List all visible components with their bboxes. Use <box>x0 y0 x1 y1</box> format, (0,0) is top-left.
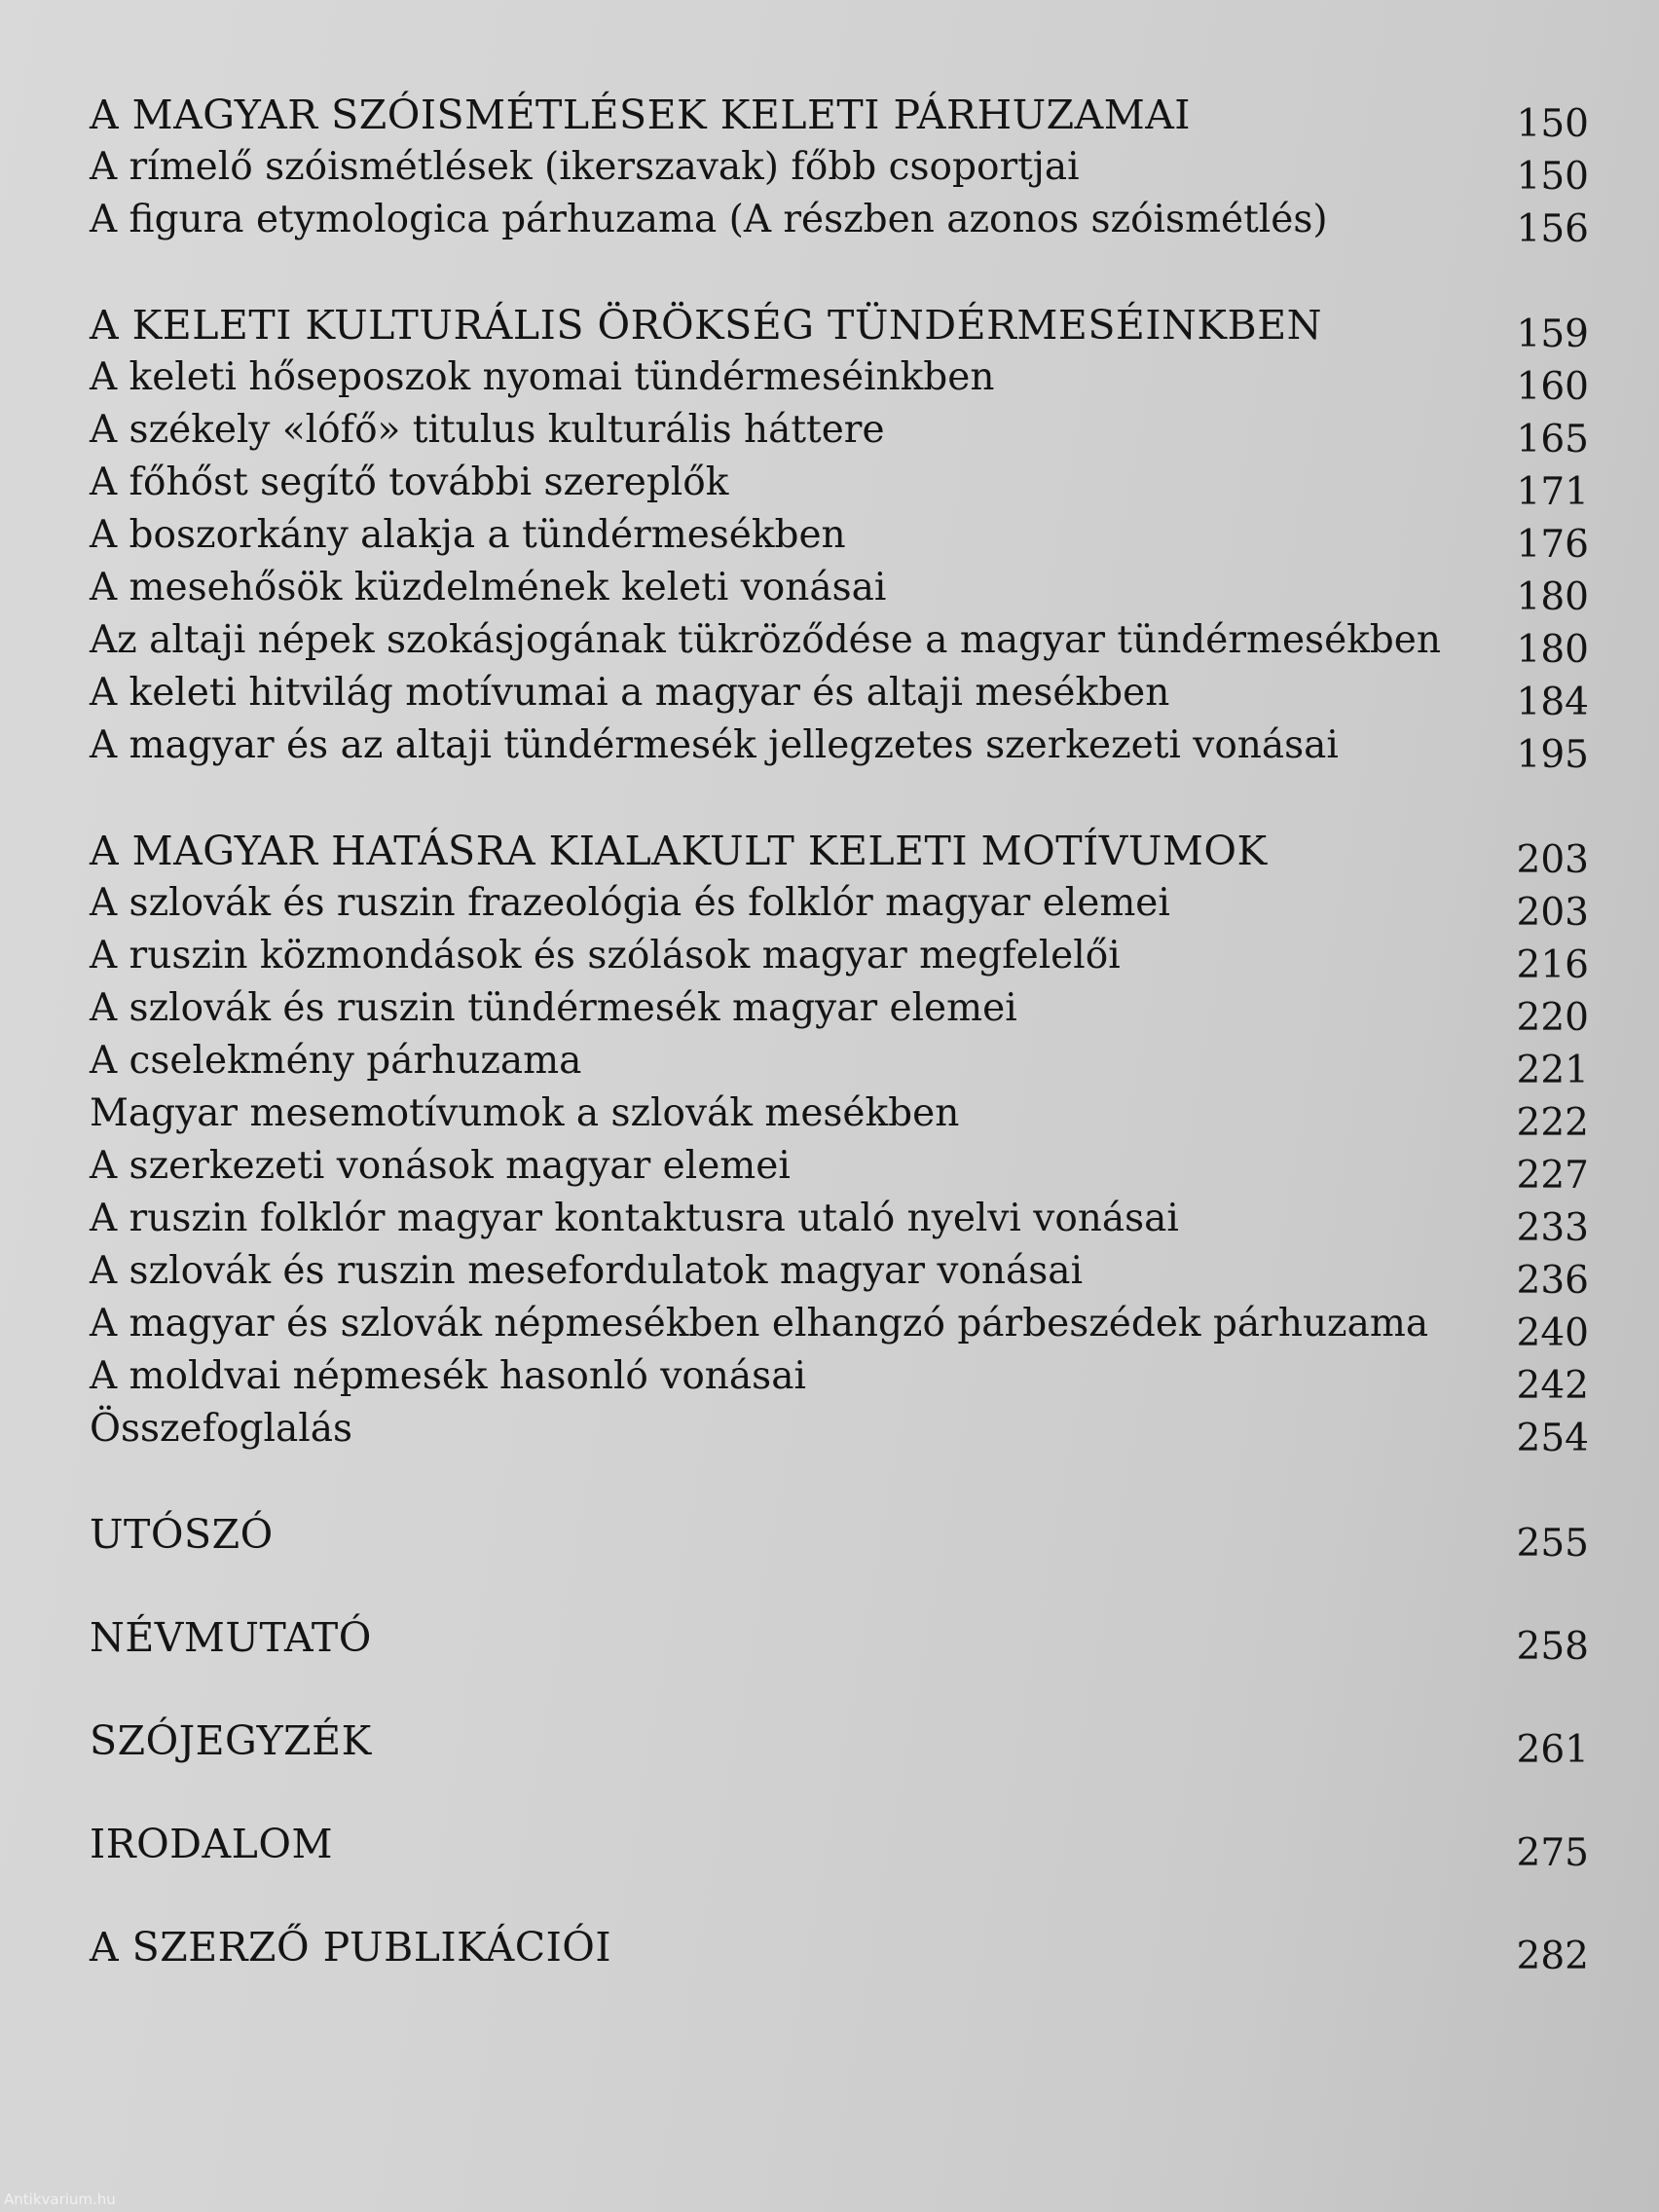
page-number: 261 <box>1516 1728 1589 1772</box>
table-of-contents <box>90 93 1589 2029</box>
page-number: 184 <box>1516 681 1589 724</box>
entry-title: A cselekmény párhuzama <box>90 1039 582 1083</box>
page-number: 180 <box>1516 628 1589 672</box>
toc-entry <box>90 1092 1589 1145</box>
toc-entry <box>90 567 1589 619</box>
toc-entry <box>90 409 1589 461</box>
page-number: 221 <box>1516 1049 1589 1092</box>
heading-title: IRODALOM <box>90 1821 333 1867</box>
toc-heading <box>90 1823 1589 1875</box>
page-number: 150 <box>1516 102 1589 146</box>
toc-entry <box>90 724 1589 777</box>
page-number: 275 <box>1516 1831 1589 1875</box>
toc-entry <box>90 1040 1589 1092</box>
heading-title: NÉVMUTATÓ <box>90 1614 372 1661</box>
page-number: 222 <box>1516 1101 1589 1145</box>
page-number: 156 <box>1516 207 1589 251</box>
page-number: 160 <box>1516 365 1589 409</box>
toc-entry <box>90 1408 1589 1460</box>
toc-section <box>90 93 1589 251</box>
toc-heading <box>90 1926 1589 1978</box>
page-number: 254 <box>1516 1417 1589 1460</box>
page-number: 282 <box>1516 1935 1589 1978</box>
page-number: 220 <box>1516 996 1589 1040</box>
toc-entry <box>90 1355 1589 1408</box>
toc-heading <box>90 304 1589 356</box>
page-number: 255 <box>1516 1522 1589 1566</box>
toc-entry <box>90 987 1589 1040</box>
page-number: 150 <box>1516 155 1589 199</box>
entry-title: Összefoglalás <box>90 1407 352 1451</box>
entry-title: A figura etymologica párhuzama (A részben azonos szóismétlés) <box>90 198 1328 241</box>
toc-single-section <box>90 1926 1589 1978</box>
toc-entry <box>90 1198 1589 1250</box>
entry-title: A szlovák és ruszin frazeológia és folklór magyar elemei <box>90 881 1170 925</box>
toc-entry <box>90 514 1589 567</box>
page-number: 240 <box>1516 1311 1589 1355</box>
toc-heading <box>90 93 1589 146</box>
toc-entry <box>90 461 1589 514</box>
toc-entry <box>90 672 1589 724</box>
toc-entry <box>90 146 1589 199</box>
toc-single-section <box>90 1823 1589 1875</box>
toc-single-section <box>90 1513 1589 1566</box>
toc-heading <box>90 1616 1589 1669</box>
page-number: 233 <box>1516 1206 1589 1250</box>
heading-title: A MAGYAR HATÁSRA KIALAKULT KELETI MOTÍVUMOK <box>90 828 1268 874</box>
toc-section <box>90 830 1589 1460</box>
entry-title: A moldvai népmesék hasonló vonásai <box>90 1354 806 1398</box>
page-number: 236 <box>1516 1259 1589 1303</box>
entry-title: A keleti hőseposzok nyomai tündérmeséinkben <box>90 355 995 399</box>
toc-entry <box>90 199 1589 251</box>
toc-entry <box>90 619 1589 672</box>
heading-title: UTÓSZÓ <box>90 1511 274 1558</box>
toc-section <box>90 304 1589 777</box>
watermark: Antikvarium.hu <box>4 2191 116 2208</box>
toc-heading <box>90 830 1589 882</box>
toc-entry <box>90 882 1589 935</box>
entry-title: A ruszin közmondások és szólások magyar megfelelői <box>90 934 1121 977</box>
entry-title: Az altaji népek szokásjogának tükröződése a magyar tündérmesékben <box>90 618 1441 662</box>
page-number: 165 <box>1516 418 1589 461</box>
entry-title: A mesehősök küzdelmének keleti vonásai <box>90 566 887 609</box>
entry-title: A ruszin folklór magyar kontaktusra utaló nyelvi vonásai <box>90 1197 1179 1240</box>
entry-title: A székely «lófő» titulus kulturális háttere <box>90 408 885 452</box>
entry-title: A szlovák és ruszin tündérmesék magyar elemei <box>90 986 1017 1030</box>
entry-title: A főhőst segítő további szereplők <box>90 461 729 504</box>
toc-heading <box>90 1719 1589 1772</box>
page-number: 176 <box>1516 523 1589 567</box>
page-number: 227 <box>1516 1154 1589 1198</box>
heading-title: A KELETI KULTURÁLIS ÖRÖKSÉG TÜNDÉRMESÉINKBEN <box>90 302 1322 349</box>
toc-entry <box>90 935 1589 987</box>
page-number: 258 <box>1516 1625 1589 1669</box>
page-number: 180 <box>1516 575 1589 619</box>
page-number: 171 <box>1516 470 1589 514</box>
entry-title: Magyar mesemotívumok a szlovák mesékben <box>90 1091 960 1135</box>
entry-title: A rímelő szóismétlések (ikerszavak) főbb csoportjai <box>90 145 1080 189</box>
page-number: 195 <box>1516 733 1589 777</box>
toc-entry <box>90 356 1589 409</box>
toc-single-section <box>90 1719 1589 1772</box>
page-number: 242 <box>1516 1364 1589 1408</box>
page-number: 216 <box>1516 943 1589 987</box>
toc-heading <box>90 1513 1589 1566</box>
toc-single-section <box>90 1616 1589 1669</box>
toc-entry <box>90 1303 1589 1355</box>
page-number: 203 <box>1516 891 1589 935</box>
heading-title: A SZERZŐ PUBLIKÁCIÓI <box>90 1924 612 1971</box>
toc-entry <box>90 1250 1589 1303</box>
heading-title: SZÓJEGYZÉK <box>90 1717 372 1764</box>
page-number: 159 <box>1516 313 1589 356</box>
entry-title: A szerkezeti vonások magyar elemei <box>90 1144 791 1188</box>
heading-title: A MAGYAR SZÓISMÉTLÉSEK KELETI PÁRHUZAMAI <box>90 92 1192 138</box>
toc-entry <box>90 1145 1589 1198</box>
entry-title: A magyar és az altaji tündérmesék jellegzetes szerkezeti vonásai <box>90 723 1339 767</box>
page-number: 203 <box>1516 838 1589 882</box>
entry-title: A boszorkány alakja a tündérmesékben <box>90 513 846 557</box>
entry-title: A szlovák és ruszin mesefordulatok magyar vonásai <box>90 1249 1084 1293</box>
entry-title: A magyar és szlovák népmesékben elhangzó párbeszédek párhuzama <box>90 1302 1429 1346</box>
entry-title: A keleti hitvilág motívumai a magyar és altaji mesékben <box>90 671 1170 715</box>
